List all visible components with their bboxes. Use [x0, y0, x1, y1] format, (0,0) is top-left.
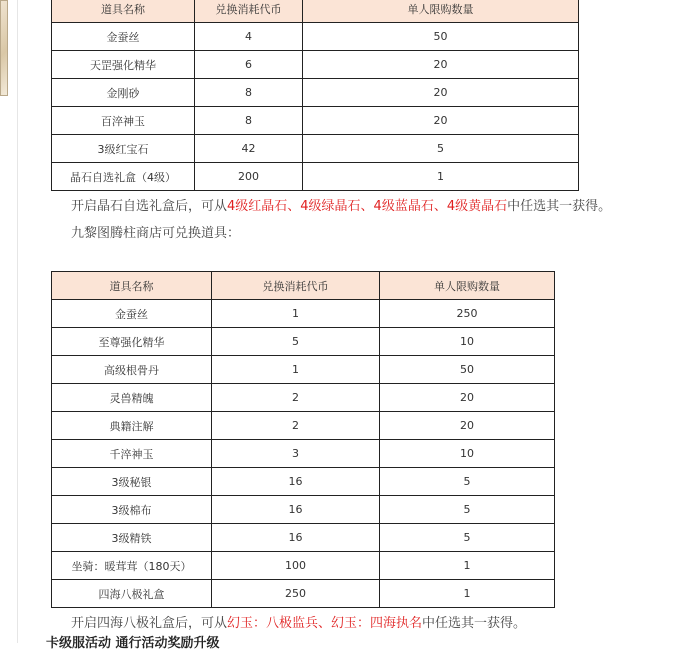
cell-limit: 20 — [303, 51, 579, 79]
cell-cost: 16 — [212, 496, 380, 524]
cell-item-name: 灵兽精魄 — [52, 384, 212, 412]
cell-limit: 50 — [380, 356, 555, 384]
cell-item-name: 3级秘银 — [52, 468, 212, 496]
cell-cost: 1 — [212, 356, 380, 384]
note-highlight: 4级红晶石、4级绿晶石、4级蓝晶石、4级黄晶石 — [227, 199, 508, 214]
cell-cost: 2 — [212, 412, 380, 440]
crystal-box-note — [71, 195, 611, 214]
table-row — [52, 524, 555, 552]
cell-cost: 4 — [195, 23, 303, 51]
table-row — [52, 580, 555, 608]
cell-limit: 50 — [303, 23, 579, 51]
cell-cost: 8 — [195, 79, 303, 107]
cell-cost: 250 — [212, 580, 380, 608]
cell-item-name: 3级精铁 — [52, 524, 212, 552]
cell-limit: 1 — [303, 163, 579, 191]
column-divider — [17, 0, 18, 643]
cell-item-name: 金蚕丝 — [52, 300, 212, 328]
cell-item-name: 坐骑：暖茸茸（180天） — [52, 552, 212, 580]
cell-cost: 42 — [195, 135, 303, 163]
cell-cost: 6 — [195, 51, 303, 79]
cell-item-name: 百淬神玉 — [52, 107, 195, 135]
table-row — [52, 384, 555, 412]
cell-cost: 1 — [212, 300, 380, 328]
cell-limit: 250 — [380, 300, 555, 328]
cell-item-name: 金刚砂 — [52, 79, 195, 107]
note-text: 中任选其一获得。 — [507, 199, 612, 214]
cell-limit: 5 — [303, 135, 579, 163]
table-header-row — [52, 272, 555, 300]
cell-cost: 100 — [212, 552, 380, 580]
header-item-name: 道具名称 — [52, 272, 212, 300]
cell-cost: 5 — [212, 328, 380, 356]
cell-item-name: 四海八极礼盒 — [52, 580, 212, 608]
cell-item-name: 3级红宝石 — [52, 135, 195, 163]
cell-item-name: 高级根骨丹 — [52, 356, 212, 384]
cell-item-name: 晶石自选礼盒（4级） — [52, 163, 195, 191]
cell-item-name: 3级棉布 — [52, 496, 212, 524]
table-row — [52, 51, 579, 79]
cell-limit: 20 — [303, 107, 579, 135]
cell-limit: 5 — [380, 496, 555, 524]
cell-cost: 3 — [212, 440, 380, 468]
cell-item-name: 典籍注解 — [52, 412, 212, 440]
header-limit: 单人限购数量 — [303, 0, 579, 23]
thumbnail-image — [0, 0, 8, 96]
cell-limit: 5 — [380, 524, 555, 552]
table-row — [52, 328, 555, 356]
cell-cost: 2 — [212, 384, 380, 412]
table-row — [52, 163, 579, 191]
note-text: 开启晶石自选礼盒后，可从 — [71, 199, 228, 214]
table-row — [52, 356, 555, 384]
note-text: 中任选其一获得。 — [422, 616, 527, 631]
table-row — [52, 412, 555, 440]
header-cost: 兑换消耗代币 — [212, 272, 380, 300]
table-row — [52, 552, 555, 580]
cell-cost: 16 — [212, 468, 380, 496]
cell-limit: 5 — [380, 468, 555, 496]
note-text: 开启四海八极礼盒后，可从 — [71, 616, 228, 631]
table-row — [52, 23, 579, 51]
cell-limit: 20 — [303, 79, 579, 107]
cell-limit: 1 — [380, 580, 555, 608]
table-row — [52, 440, 555, 468]
exchange-table-crystal — [51, 0, 579, 191]
cell-item-name: 至尊强化精华 — [52, 328, 212, 356]
table-row — [52, 135, 579, 163]
exchange-table-totem — [51, 271, 555, 608]
cell-cost: 200 — [195, 163, 303, 191]
cell-cost: 16 — [212, 524, 380, 552]
cell-limit: 20 — [380, 412, 555, 440]
cell-limit: 20 — [380, 384, 555, 412]
header-item-name: 道具名称 — [52, 0, 195, 23]
cell-limit: 1 — [380, 552, 555, 580]
table-row — [52, 468, 555, 496]
section-heading: 卡级服活动 通行活动奖励升级 — [46, 636, 220, 651]
cell-item-name: 金蚕丝 — [52, 23, 195, 51]
table-row — [52, 107, 579, 135]
header-cost: 兑换消耗代币 — [195, 0, 303, 23]
header-limit: 单人限购数量 — [380, 272, 555, 300]
note-highlight: 幻玉：八极监兵、幻玉：四海执名 — [227, 616, 423, 631]
cell-item-name: 天罡强化精华 — [52, 51, 195, 79]
cell-cost: 8 — [195, 107, 303, 135]
table-row — [52, 79, 579, 107]
table-row — [52, 300, 555, 328]
totem-shop-intro: 九黎图腾柱商店可兑换道具： — [71, 226, 241, 241]
cell-limit: 10 — [380, 440, 555, 468]
cell-item-name: 千淬神玉 — [52, 440, 212, 468]
table-header-row — [52, 0, 579, 23]
cell-limit: 10 — [380, 328, 555, 356]
table-row — [52, 496, 555, 524]
gift-box-note — [71, 612, 526, 631]
